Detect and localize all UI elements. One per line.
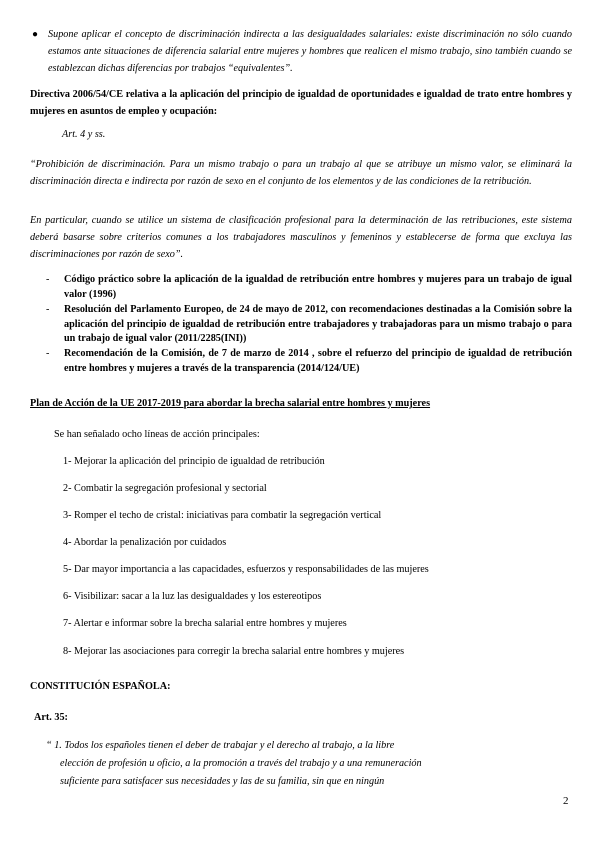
plan-item: 8- Mejorar las asociaciones para corregir la brecha salarial entre hombres y mujeres <box>63 646 405 657</box>
list-item-text: Recomendación de la Comisión, de 7 de marzo de 2014 , sobre el refuerzo del principio de igualdad de retribución entre hombres y mujeres a través de la transparencia (2014/124/UE) <box>64 348 572 374</box>
bullet-text: Supone aplicar el concepto de discriminación indirecta a las desigualdades salariales: existe discriminación no sólo cuando estamos ante situaciones de diferencia salarial entre mujeres y hombres que realicen el mismo trabajo, sino también cuando se establezcan dichas diferencias por trabajos “equivalentes”. <box>48 29 572 74</box>
article-35-text-line: “ 1. Todos los españoles tienen el deber de trabajar y el derecho al trabajo, a la libre <box>46 740 395 751</box>
list-item <box>46 273 572 302</box>
plan-item: 5- Dar mayor importancia a las capacidades, esfuerzos y responsabilidades de las mujeres <box>63 564 429 575</box>
list-item-text: Código práctico sobre la aplicación de la igualdad de retribución entre hombres y mujeres para un trabajo de igual valor (1996) <box>64 274 572 300</box>
plan-heading: Plan de Acción de la UE 2017-2019 para abordar la brecha salarial entre hombres y mujeres <box>30 398 431 409</box>
directiva-heading: Directiva 2006/54/CE relativa a la aplicación del principio de igualdad de oportunidades e igualdad de trato entre hombres y mujeres en asuntos de empleo y ocupación: <box>30 89 572 117</box>
plan-intro: Se han señalado ocho líneas de acción principales: <box>54 429 260 440</box>
list-item-text: Resolución del Parlamento Europeo, de 24 de mayo de 2012, con recomendaciones destinadas a la Comisión sobre la aplicación del principio de igualdad de retribución entre trabajadores y trabajadoras para un mismo trabajo o para un trabajo de igual valor (2011/2285(INI)) <box>64 304 572 344</box>
article-reference: Art. 4 y ss. <box>62 129 106 140</box>
quote-paragraph-1: “Prohibición de discriminación. Para un mismo trabajo o para un trabajo al que se atribuye un mismo valor, se eliminará la discriminación directa e indirecta por razón de sexo en el conjunto de los elementos y de las condiciones de la retribución. <box>30 159 572 187</box>
list-item <box>46 303 572 347</box>
dash-marker: - <box>46 304 50 315</box>
constitucion-heading: CONSTITUCIÓN ESPAÑOLA: <box>30 681 171 692</box>
article-35-text-line: suficiente para satisfacer sus necesidades y las de su familia, sin que en ningún <box>60 776 385 787</box>
bullet-paragraph <box>32 26 572 77</box>
plan-item: 3- Romper el techo de cristal: iniciativas para combatir la segregación vertical <box>63 510 382 521</box>
article-35-text-line: elección de profesión u oficio, a la promoción a través del trabajo y a una remuneración <box>60 758 422 769</box>
plan-item: 1- Mejorar la aplicación del principio de igualdad de retribución <box>63 456 325 467</box>
plan-item: 4- Abordar la penalización por cuidados <box>63 537 227 548</box>
page-number: 2 <box>563 795 569 807</box>
list-item <box>46 347 572 376</box>
plan-item: 6- Visibilizar: sacar a la luz las desigualdades y los estereotipos <box>63 591 322 602</box>
dash-marker: - <box>46 348 50 359</box>
bullet-dot: ● <box>32 29 39 40</box>
quote-paragraph-2: En particular, cuando se utilice un sistema de clasificación profesional para la determinación de las retribuciones, este sistema deberá basarse sobre criterios comunes a los trabajadores masculinos y femeninos y establecerse de forma que excluya las discriminaciones por razón de sexo”. <box>30 215 572 260</box>
plan-item: 2- Combatir la segregación profesional y sectorial <box>63 483 267 494</box>
plan-item: 7- Alertar e informar sobre la brecha salarial entre hombres y mujeres <box>63 618 347 629</box>
dash-marker: - <box>46 274 50 285</box>
article-35-label: Art. 35: <box>34 712 68 723</box>
